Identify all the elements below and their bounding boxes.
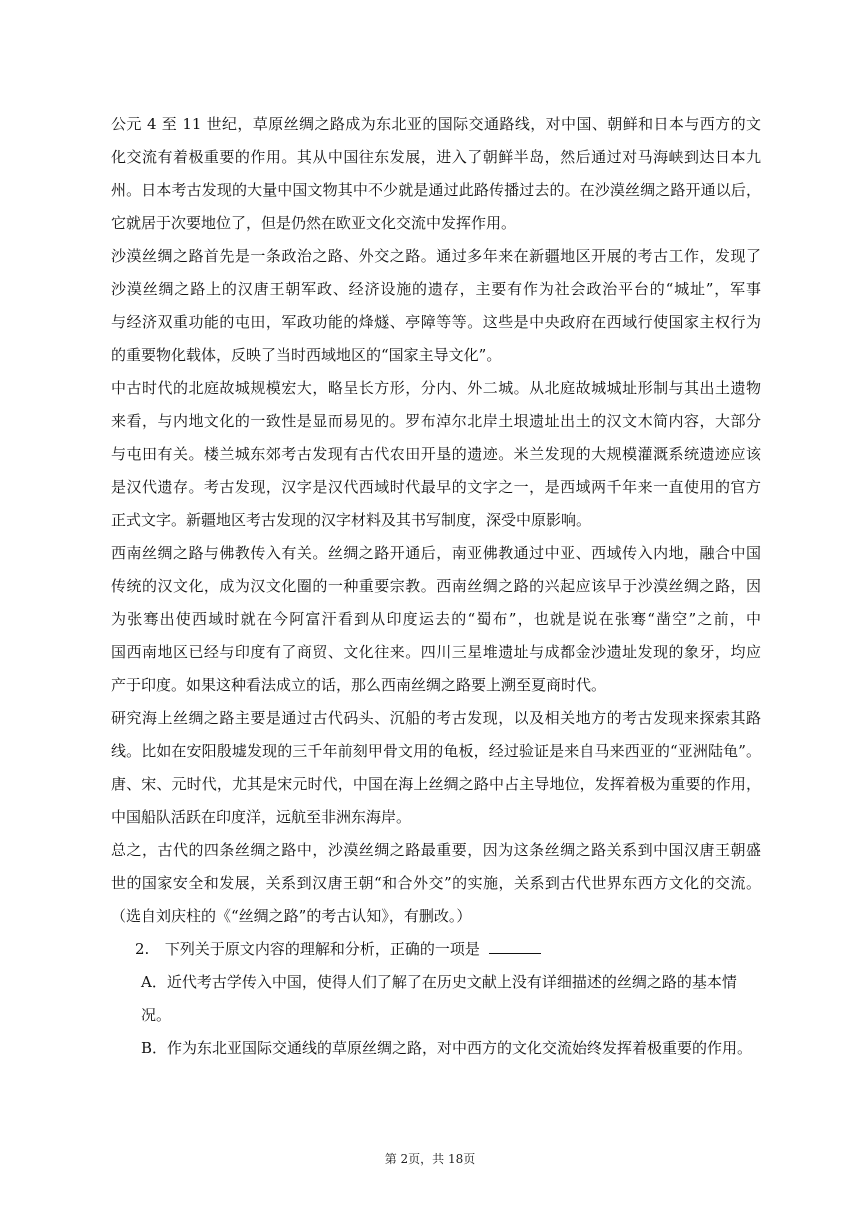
text-line: 产于印度。如果这种看法成立的话，那么西南丝绸之路要上溯至夏商时代。 xyxy=(111,676,607,694)
page-footer: 第 2页，共 18页 xyxy=(384,1152,476,1166)
text-line: （选自刘庆柱的《“丝绸之路”的考古认知》，有删改。） xyxy=(111,907,472,925)
text-line: 中国船队活跃在印度洋，远航至非洲东海岸。 xyxy=(111,808,412,826)
text-line: 总之，古代的四条丝绸之路中，沙漠丝绸之路最重要，因为这条丝绸之路关系到中国汉唐王朝盛 xyxy=(111,841,761,859)
paragraph xyxy=(111,108,761,240)
text-line: 的重要物化载体，反映了当时西域地区的“国家主导文化”。 xyxy=(111,346,502,364)
text-line: 与经济双重功能的屯田，军政功能的烽燧、亭障等等。这些是中央政府在西域行使国家主权行为 xyxy=(111,313,761,331)
text-line: 来看，与内地文化的一致性是显而易见的。罗布淖尔北岸土垠遗址出土的汉文木简内容，大部分 xyxy=(111,412,761,430)
paragraph xyxy=(111,240,761,372)
text-line: 世的国家安全和发展，关系到汉唐王朝“和合外交”的实施，关系到古代世界东西方文化的交流。 xyxy=(111,874,761,892)
text-line: 化交流有着极重要的作用。其从中国往东发展，进入了朝鲜半岛，然后通过对马海峡到达日本九 xyxy=(111,148,761,166)
text-line: 沙漠丝绸之路上的汉唐王朝军政、经济设施的遗存，主要有作为社会政治平台的“城址”，军事 xyxy=(111,280,761,298)
option-text: 作为东北亚国际交通线的草原丝绸之路，对中西方的文化交流始终发挥着极重要的作用。 xyxy=(167,1039,753,1057)
question-2 xyxy=(135,933,761,966)
option-label: A． xyxy=(141,973,167,991)
text-line: 与屯田有关。楼兰城东郊考古发现有古代农田开垦的遗迹。米兰发现的大规模灌溉系统遗迹应该 xyxy=(111,445,761,463)
passage xyxy=(111,108,761,933)
text-line: 唐、宋、元时代，尤其是宋元时代，中国在海上丝绸之路中占主导地位，发挥着极为重要的作用， xyxy=(111,775,761,793)
paragraph xyxy=(111,834,761,933)
text-line: 线。比如在安阳殷墟发现的三千年前刻甲骨文用的龟板，经过验证是来自马来西亚的“亚洲陆龟”。 xyxy=(111,742,761,760)
paragraph xyxy=(111,537,761,702)
text-line: 研究海上丝绸之路主要是通过古代码头、沉船的考古发现，以及相关地方的考古发现来探索其路 xyxy=(111,709,761,727)
answer-blank[interactable] xyxy=(489,939,541,954)
text-line: 它就居于次要地位了，但是仍然在欧亚文化交流中发挥作用。 xyxy=(111,214,517,232)
text-line: 沙漠丝绸之路首先是一条政治之路、外交之路。通过多年来在新疆地区开展的考古工作，发现了 xyxy=(111,247,761,265)
paragraph xyxy=(111,372,761,537)
option-text: 况。 xyxy=(141,1006,172,1024)
paragraph xyxy=(111,702,761,834)
text-line: 正式文字。新疆地区考古发现的汉字材料及其书写制度，深受中原影响。 xyxy=(111,511,592,529)
text-line: 西南丝绸之路与佛教传入有关。丝绸之路开通后，南亚佛教通过中亚、西域传入内地，融合中国 xyxy=(111,544,761,562)
text-line: 州。日本考古发现的大量中国文物其中不少就是通过此路传播过去的。在沙漠丝绸之路开通以后， xyxy=(111,181,761,199)
answer-options xyxy=(111,966,761,1065)
text-line: 是汉代遗存。考古发现，汉字是汉代西域时代最早的文字之一，是西域两千年来一直使用的官方 xyxy=(111,478,761,496)
question-stem: 下列关于原文内容的理解和分析，正确的一项是 xyxy=(164,940,480,958)
text-line: 中古时代的北庭故城规模宏大，略呈长方形，分内、外二城。从北庭故城城址形制与其出土遗物 xyxy=(111,379,761,397)
option-a[interactable] xyxy=(141,966,761,1032)
text-line: 传统的汉文化，成为汉文化圈的一种重要宗教。西南丝绸之路的兴起应该早于沙漠丝绸之路，因 xyxy=(111,577,761,595)
option-b[interactable] xyxy=(141,1032,761,1065)
text-line: 公元 4 至 11 世纪，草原丝绸之路成为东北亚的国际交通路线，对中国、朝鲜和日本与西方的文 xyxy=(111,115,761,133)
text-line: 为张骞出使西域时就在今阿富汗看到从印度运去的“蜀布”，也就是说在张骞“凿空”之前，中 xyxy=(111,610,761,628)
option-text: 近代考古学传入中国，使得人们了解了在历史文献上没有详细描述的丝绸之路的基本情 xyxy=(166,973,737,991)
question-number: 2. xyxy=(135,940,150,958)
option-label: B． xyxy=(141,1039,168,1057)
text-line: 国西南地区已经与印度有了商贸、文化往来。四川三星堆遗址与成都金沙遗址发现的象牙，均应 xyxy=(111,643,761,661)
article-body xyxy=(111,108,761,1065)
